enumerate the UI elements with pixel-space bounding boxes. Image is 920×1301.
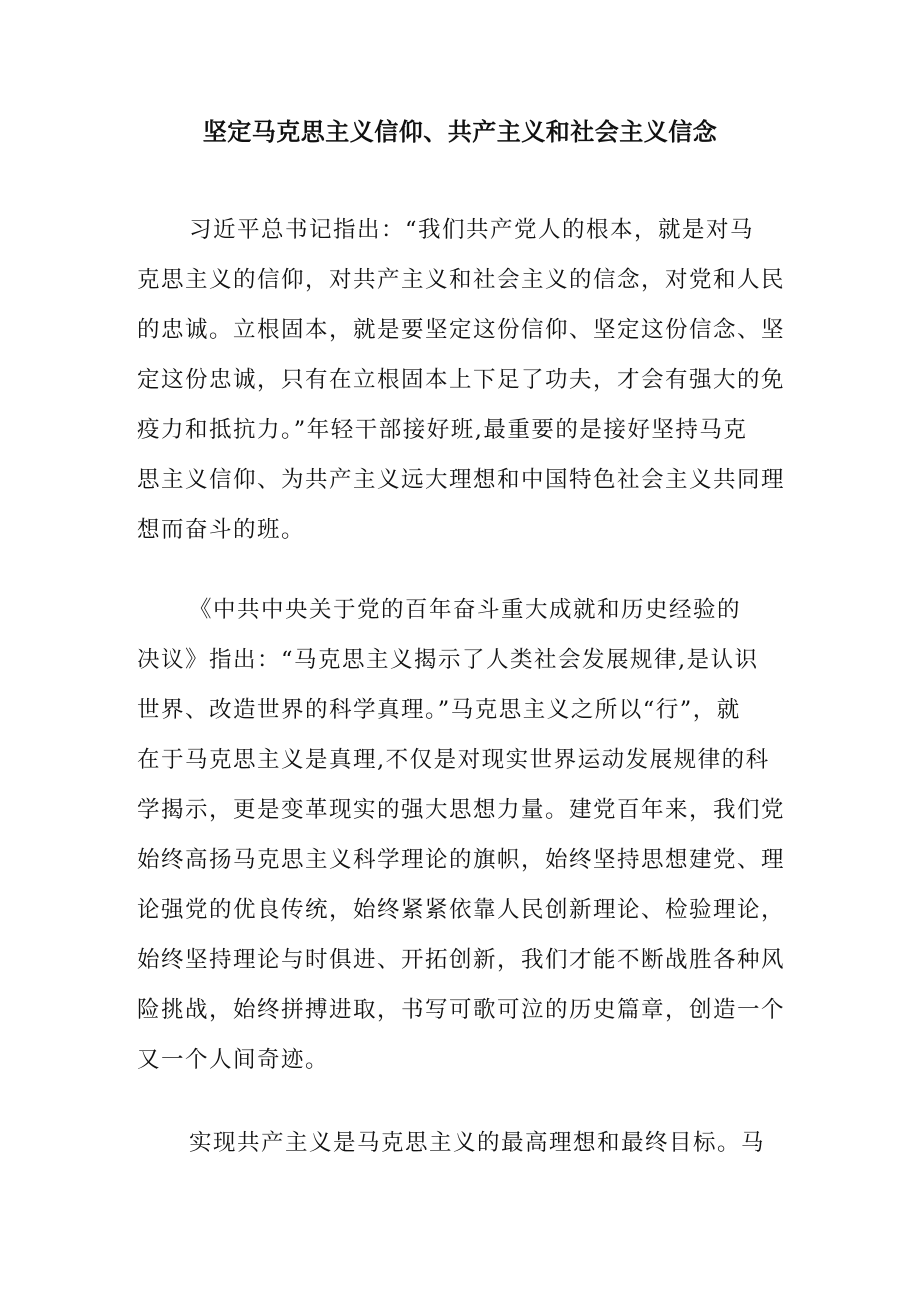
document-title: 坚定马克思主义信仰、共产主义和社会主义信念	[202, 118, 718, 146]
paragraph-line: 《中共中央关于党的百年奋斗重大成就和历史经验的	[189, 597, 742, 623]
paragraph-1	[137, 205, 797, 555]
paragraph-line: 学揭示，更是变革现实的强大思想力量。建党百年来，我们党	[137, 797, 786, 823]
paragraph-line: 险挑战，始终拼搏进取，书写可歌可泣的历史篇章，创造一个	[137, 997, 786, 1023]
paragraph-line: 的忠诚。立根固本，就是要坚定这份信仰、坚定这份信念、坚	[137, 317, 786, 343]
paragraph-line: 克思主义的信仰，对共产主义和社会主义的信念，对党和人民	[137, 267, 786, 293]
paragraph-line: 在于马克思主义是真理,不仅是对现实世界运动发展规律的科	[137, 747, 770, 773]
paragraph-line: 思主义信仰、为共产主义远大理想和中国特色社会主义共同理	[137, 467, 786, 493]
paragraph-line: 定这份忠诚，只有在立根固本上下足了功夫，才会有强大的免	[137, 367, 786, 393]
paragraph-line: 世界、改造世界的科学真理。”马克思主义之所以“行”，就	[137, 697, 741, 723]
paragraph-line: 习近平总书记指出：“我们共产党人的根本，就是对马	[189, 217, 755, 243]
paragraph-line: 决议》指出：“马克思主义揭示了人类社会发展规律,是认识	[137, 647, 759, 673]
paragraph-line: 疫力和抵抗力。”年轻干部接好班,最重要的是接好坚持马克	[137, 417, 748, 443]
paragraph-3	[137, 1118, 797, 1168]
paragraph-line: 始终坚持理论与时俱进、开拓创新，我们才能不断战胜各种风	[137, 947, 786, 973]
paragraph-2	[137, 585, 797, 1085]
paragraph-line: 想而奋斗的班。	[137, 517, 306, 543]
paragraph-line: 实现共产主义是马克思主义的最高理想和最终目标。马	[189, 1130, 766, 1156]
paragraph-line: 始终高扬马克思主义科学理论的旗帜，始终坚持思想建党、理	[137, 847, 786, 873]
paragraph-line: 又一个人间奇迹。	[137, 1047, 330, 1073]
paragraph-line: 论强党的优良传统，始终紧紧依靠人民创新理论、检验理论，	[137, 897, 786, 923]
